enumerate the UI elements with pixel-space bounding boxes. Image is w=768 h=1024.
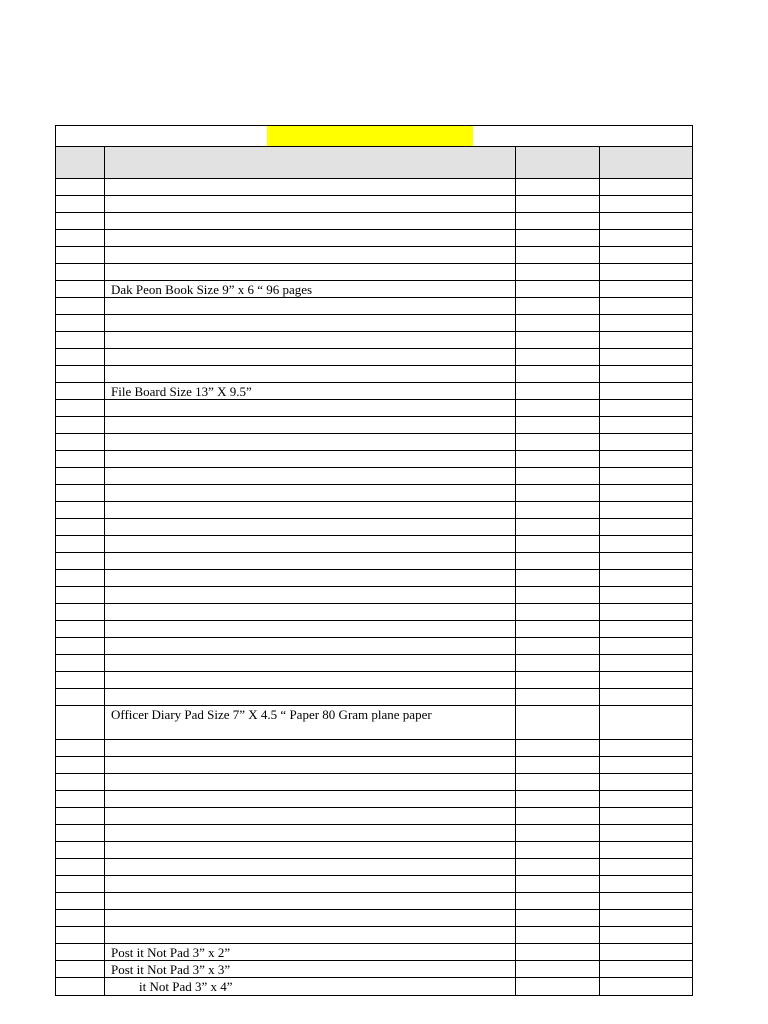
quantity-cell [516,587,600,603]
serial-cell [56,298,105,314]
rate-cell [600,876,692,892]
serial-cell [56,672,105,688]
serial-cell [56,315,105,331]
quantity-cell [516,281,600,297]
item-cell [105,298,516,314]
serial-cell [56,978,105,995]
quantity-cell [516,740,600,756]
rate-cell [600,434,692,450]
serial-cell [56,570,105,586]
serial-cell [56,927,105,943]
rate-cell [600,451,692,467]
serial-cell [56,468,105,484]
serial-cell [56,281,105,297]
rate-cell [600,247,692,263]
rate-cell [600,298,692,314]
item-cell [105,655,516,671]
table-row [56,961,692,978]
item-cell [105,621,516,637]
item-cell [105,247,516,263]
table-row [56,655,692,672]
header-rate-cell [600,147,692,178]
rate-cell [600,706,692,739]
serial-cell [56,638,105,654]
item-cell [105,825,516,841]
header-row [56,147,692,179]
item-cell [105,791,516,807]
table-row [56,332,692,349]
serial-cell [56,179,105,195]
serial-cell [56,383,105,399]
serial-cell [56,196,105,212]
serial-cell [56,247,105,263]
items-table [55,125,693,996]
table-row [56,604,692,621]
quantity-cell [516,621,600,637]
serial-cell [56,213,105,229]
item-cell: Dak Peon Book Size 9” x 6 “ 96 pages [105,281,516,297]
table-row [56,825,692,842]
item-cell [105,587,516,603]
serial-cell [56,706,105,739]
rate-cell [600,485,692,501]
header-serial-cell [56,147,105,178]
serial-cell [56,621,105,637]
quantity-cell [516,366,600,382]
table-row [56,842,692,859]
table-row [56,264,692,281]
table-row [56,978,692,995]
item-cell [105,672,516,688]
serial-cell [56,893,105,909]
item-cell [105,468,516,484]
item-cell [105,570,516,586]
rate-cell [600,281,692,297]
serial-cell [56,349,105,365]
quantity-cell [516,757,600,773]
rate-cell [600,978,692,995]
quantity-cell [516,672,600,688]
quantity-cell [516,264,600,280]
item-cell: it Not Pad 3” x 4” [105,978,516,995]
rate-cell [600,910,692,926]
serial-cell [56,808,105,824]
quantity-cell [516,570,600,586]
quantity-cell [516,825,600,841]
item-cell [105,638,516,654]
table-row [56,196,692,213]
rate-cell [600,400,692,416]
item-cell [105,927,516,943]
quantity-cell [516,332,600,348]
serial-cell [56,842,105,858]
serial-cell [56,230,105,246]
item-cell [105,536,516,552]
rate-cell [600,859,692,875]
item-cell: File Board Size 13” X 9.5” [105,383,516,399]
item-cell [105,485,516,501]
table-row [56,706,692,740]
item-cell [105,434,516,450]
item-cell [105,519,516,535]
quantity-cell [516,468,600,484]
item-cell [105,859,516,875]
rate-cell [600,587,692,603]
rate-cell [600,689,692,705]
rate-cell [600,468,692,484]
rate-cell [600,842,692,858]
serial-cell [56,332,105,348]
table-row [56,247,692,264]
header-quantity-cell [516,147,600,178]
serial-cell [56,417,105,433]
table-row [56,298,692,315]
table-row [56,893,692,910]
serial-cell [56,910,105,926]
table-row [56,876,692,893]
item-cell [105,417,516,433]
table-row [56,179,692,196]
table-row [56,587,692,604]
serial-cell [56,859,105,875]
item-cell: Post it Not Pad 3” x 2” [105,944,516,960]
serial-cell [56,366,105,382]
table-row [56,519,692,536]
quantity-cell [516,196,600,212]
quantity-cell [516,842,600,858]
quantity-cell [516,230,600,246]
quantity-cell [516,485,600,501]
rate-cell [600,961,692,977]
quantity-cell [516,213,600,229]
title-highlight [267,126,473,146]
table-row [56,944,692,961]
item-cell: Post it Not Pad 3” x 3” [105,961,516,977]
quantity-cell [516,349,600,365]
serial-cell [56,689,105,705]
item-cell [105,230,516,246]
serial-cell [56,451,105,467]
serial-cell [56,587,105,603]
rate-cell [600,825,692,841]
quantity-cell [516,298,600,314]
rate-cell [600,349,692,365]
rate-cell [600,179,692,195]
rate-cell [600,383,692,399]
item-cell [105,842,516,858]
table-row [56,349,692,366]
serial-cell [56,519,105,535]
quantity-cell [516,706,600,739]
quantity-cell [516,655,600,671]
title-row [56,126,692,147]
table-body [56,179,692,995]
item-cell [105,689,516,705]
rate-cell [600,944,692,960]
rate-cell [600,757,692,773]
table-row [56,689,692,706]
table-row [56,621,692,638]
table-row [56,468,692,485]
serial-cell [56,553,105,569]
item-cell [105,315,516,331]
quantity-cell [516,859,600,875]
rate-cell [600,519,692,535]
item-cell [105,876,516,892]
header-item-cell [105,147,516,178]
quantity-cell [516,791,600,807]
rate-cell [600,638,692,654]
table-row [56,485,692,502]
serial-cell [56,485,105,501]
item-cell [105,196,516,212]
serial-cell [56,604,105,620]
quantity-cell [516,315,600,331]
rate-cell [600,740,692,756]
serial-cell [56,740,105,756]
quantity-cell [516,179,600,195]
rate-cell [600,570,692,586]
item-cell [105,179,516,195]
item-cell [105,400,516,416]
item-cell [105,740,516,756]
item-cell [105,893,516,909]
serial-cell [56,757,105,773]
item-cell [105,332,516,348]
rate-cell [600,315,692,331]
table-row [56,315,692,332]
quantity-cell [516,927,600,943]
quantity-cell [516,451,600,467]
rate-cell [600,621,692,637]
rate-cell [600,196,692,212]
table-row [56,434,692,451]
quantity-cell [516,808,600,824]
quantity-cell [516,689,600,705]
quantity-cell [516,434,600,450]
table-row [56,213,692,230]
quantity-cell [516,383,600,399]
serial-cell [56,774,105,790]
rate-cell [600,553,692,569]
quantity-cell [516,978,600,995]
item-cell [105,757,516,773]
table-row [56,366,692,383]
quantity-cell [516,400,600,416]
item-cell [105,910,516,926]
table-row [56,536,692,553]
quantity-cell [516,502,600,518]
rate-cell [600,893,692,909]
quantity-cell [516,944,600,960]
item-cell [105,502,516,518]
table-row [56,230,692,247]
table-row [56,910,692,927]
serial-cell [56,825,105,841]
table-row [56,281,692,298]
table-row [56,859,692,876]
table-row [56,927,692,944]
quantity-cell [516,536,600,552]
rate-cell [600,502,692,518]
table-row [56,808,692,825]
rate-cell [600,230,692,246]
serial-cell [56,264,105,280]
item-cell [105,213,516,229]
rate-cell [600,366,692,382]
item-cell [105,451,516,467]
rate-cell [600,213,692,229]
quantity-cell [516,774,600,790]
quantity-cell [516,893,600,909]
serial-cell [56,961,105,977]
rate-cell [600,536,692,552]
serial-cell [56,536,105,552]
item-cell [105,366,516,382]
quantity-cell [516,553,600,569]
quantity-cell [516,876,600,892]
item-cell [105,604,516,620]
item-cell [105,349,516,365]
table-row [56,774,692,791]
table-row [56,570,692,587]
rate-cell [600,655,692,671]
rate-cell [600,604,692,620]
quantity-cell [516,247,600,263]
serial-cell [56,400,105,416]
serial-cell [56,502,105,518]
serial-cell [56,944,105,960]
item-cell [105,808,516,824]
quantity-cell [516,604,600,620]
serial-cell [56,655,105,671]
table-row [56,417,692,434]
rate-cell [600,417,692,433]
table-row [56,383,692,400]
table-row [56,740,692,757]
rate-cell [600,808,692,824]
table-row [56,672,692,689]
quantity-cell [516,910,600,926]
rate-cell [600,332,692,348]
table-row [56,553,692,570]
item-cell [105,774,516,790]
table-row [56,757,692,774]
serial-cell [56,876,105,892]
item-cell [105,553,516,569]
table-row [56,502,692,519]
table-row [56,638,692,655]
item-cell: Officer Diary Pad Size 7” X 4.5 “ Paper 80 Gram plane paper [105,706,516,739]
rate-cell [600,791,692,807]
rate-cell [600,672,692,688]
item-cell [105,264,516,280]
table-row [56,791,692,808]
quantity-cell [516,638,600,654]
quantity-cell [516,961,600,977]
serial-cell [56,791,105,807]
quantity-cell [516,519,600,535]
table-row [56,400,692,417]
serial-cell [56,434,105,450]
rate-cell [600,774,692,790]
table-row [56,451,692,468]
rate-cell [600,927,692,943]
rate-cell [600,264,692,280]
quantity-cell [516,417,600,433]
